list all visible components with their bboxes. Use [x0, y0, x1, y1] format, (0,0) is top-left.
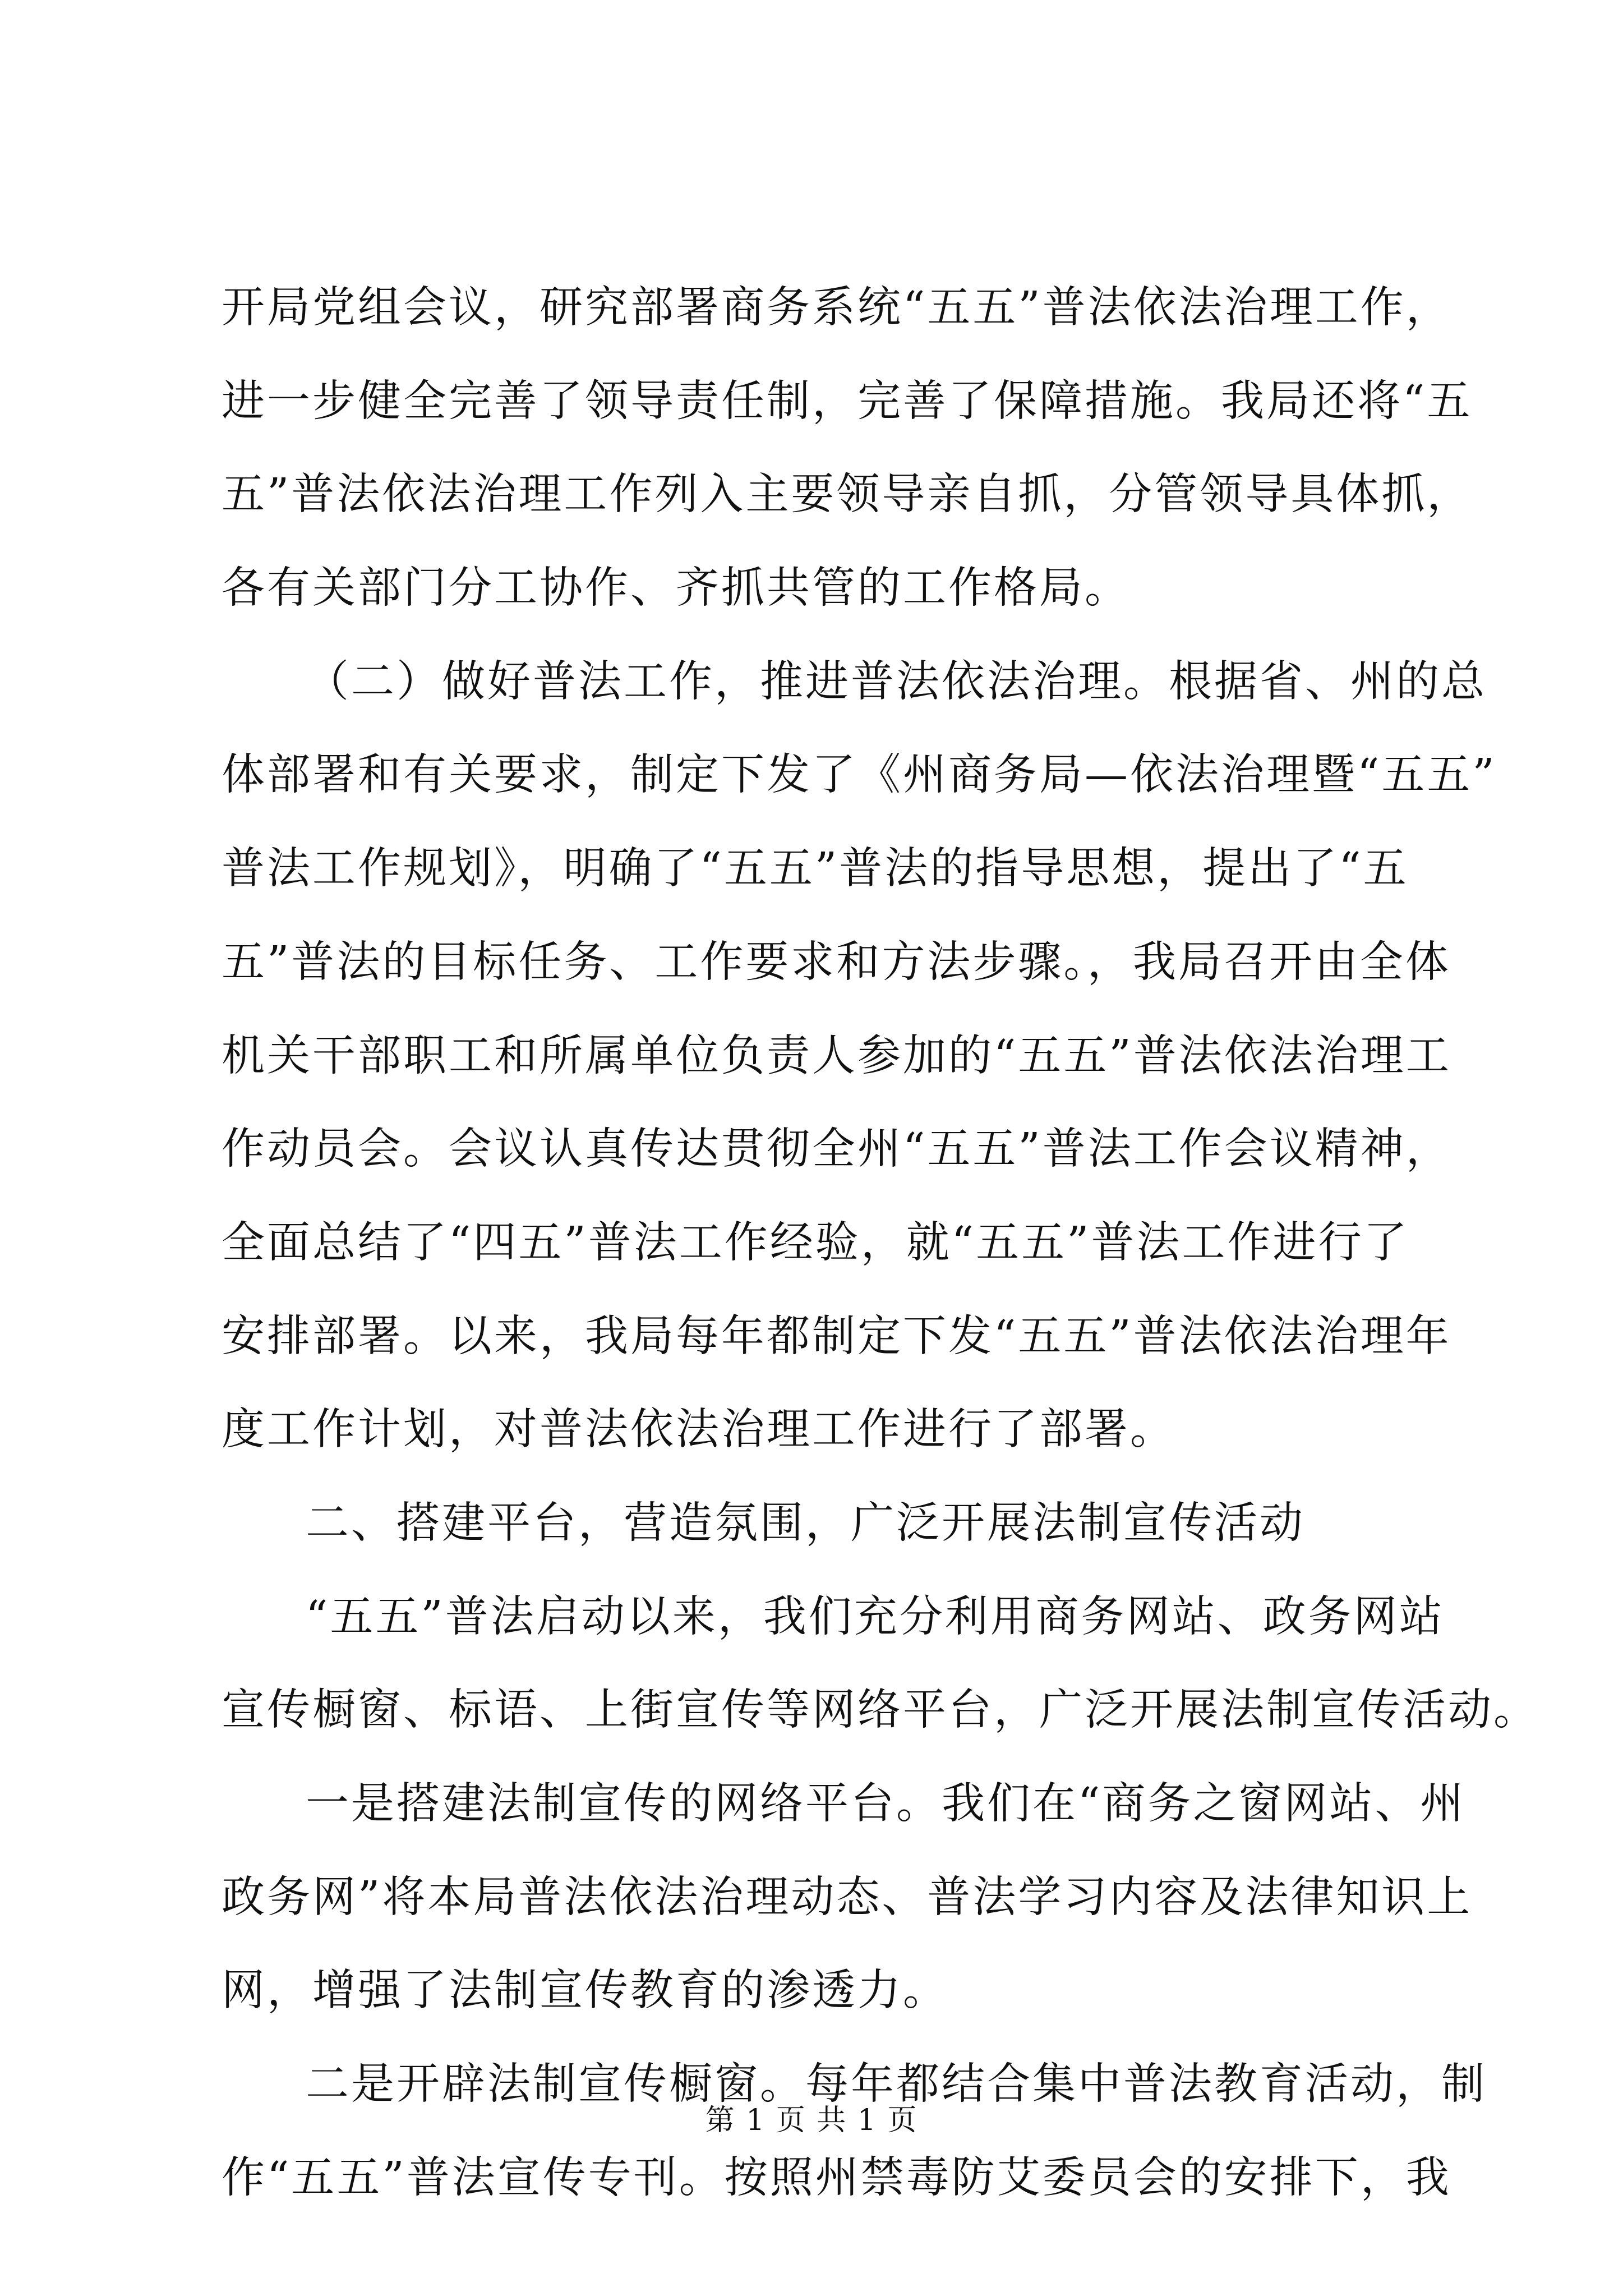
- text-line: “五五”普法启动以来，我们充分利用商务网站、政务网站: [306, 1591, 1445, 1642]
- text-line: 机关干部职工和所属单位负责人参加的“五五”普法依法治理工: [222, 1030, 1451, 1081]
- text-line: 度工作计划，对普法依法治理工作进行了部署。: [222, 1405, 1175, 1455]
- text-line: 一是搭建法制宣传的网络平台。我们在“商务之窗网站、州: [306, 1779, 1466, 1829]
- text-line: 体部署和有关要求，制定下发了《州商务局—依法治理暨“五五”: [222, 750, 1497, 800]
- text-line: 各有关部门分工协作、齐抓共管的工作格局。: [222, 563, 1130, 614]
- text-line: 作动员会。会议认真传达贯彻全州“五五”普法工作会议精神，: [222, 1124, 1451, 1175]
- text-line: （二）做好普法工作，推进普法依法治理。根据省、州的总: [306, 656, 1487, 707]
- text-line: 进一步健全完善了领导责任制，完善了保障措施。我局还将“五: [222, 376, 1473, 426]
- text-line: 五”普法的目标任务、工作要求和方法步骤。，我局召开由全体: [222, 937, 1451, 987]
- document-body: [222, 261, 1539, 2225]
- text-line: 政务网”将本局普法依法治理动态、普法学习内容及法律知识上: [222, 1872, 1473, 1922]
- text-line: 宣传橱窗、标语、上街宣传等网络平台，广泛开展法制宣传活动。: [222, 1685, 1539, 1736]
- section-heading: 二、搭建平台，营造氛围，广泛开展法制宣传活动: [306, 1498, 1305, 1548]
- text-line: 作“五五”普法宣传专刊。按照州禁毒防艾委员会的安排下，我: [222, 2152, 1451, 2203]
- text-line: 全面总结了“四五”普法工作经验，就“五五”普法工作进行了: [222, 1217, 1409, 1268]
- text-line: 二是开辟法制宣传橱窗。每年都结合集中普法教育活动，制: [306, 2059, 1487, 2110]
- text-line: 安排部署。以来，我局每年都制定下发“五五”普法依法治理年: [222, 1311, 1451, 1361]
- text-line: 五”普法依法治理工作列入主要领导亲自抓，分管领导具体抓，: [222, 470, 1473, 520]
- text-line: 普法工作规划》，明确了“五五”普法的指导思想，提出了“五: [222, 844, 1409, 894]
- page-footer: 第 1 页 共 1 页: [705, 2104, 918, 2137]
- text-line: 网，增强了法制宣传教育的渗透力。: [222, 1966, 948, 2016]
- text-line: 开局党组会议，研究部署商务系统“五五”普法依法治理工作，: [222, 283, 1451, 333]
